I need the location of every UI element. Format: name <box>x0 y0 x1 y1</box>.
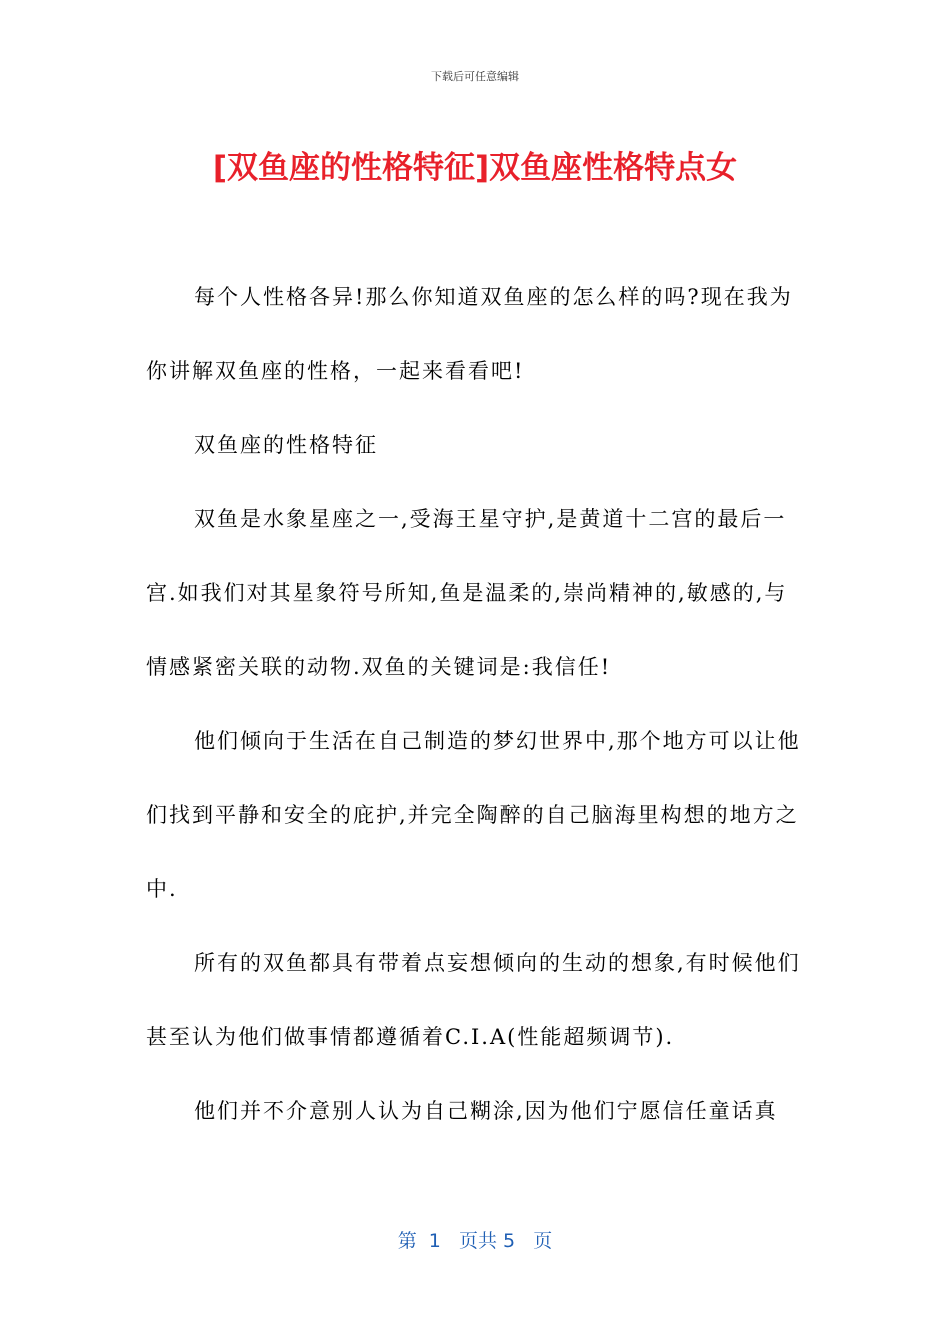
paragraph-fairy-tale: 他们并不介意别人认为自己糊涂,因为他们宁愿信任童话真 <box>194 1099 778 1123</box>
document-title: [双鱼座的性格特征]双鱼座性格特点女 <box>212 150 738 186</box>
paragraph-imagination: 所有的双鱼都具有带着点妄想倾向的生动的想象,有时候他们甚至认为他们做事情都遵循着C.I.A(性能超频调节). <box>146 951 801 1049</box>
paragraph-heading: 双鱼座的性格特征 <box>194 433 378 457</box>
header-note: 下载后可任意编辑 <box>431 70 519 83</box>
document-body <box>146 260 806 1148</box>
page-number: 第 1 页共 5 页 <box>397 1230 553 1252</box>
paragraph-intro: 每个人性格各异!那么你知道双鱼座的怎么样的吗?现在我为你讲解双鱼座的性格，一起来看看吧! <box>146 285 793 383</box>
paragraph-dream-world: 他们倾向于生活在自己制造的梦幻世界中,那个地方可以让他们找到平静和安全的庇护,并完全陶醉的自己脑海里构想的地方之中. <box>146 729 801 901</box>
paragraph-water-sign: 双鱼是水象星座之一,受海王星守护,是黄道十二宫的最后一宫.如我们对其星象符号所知,鱼是温柔的,崇尚精神的,敏感的,与情感紧密关联的动物.双鱼的关键词是:我信任! <box>146 507 788 679</box>
